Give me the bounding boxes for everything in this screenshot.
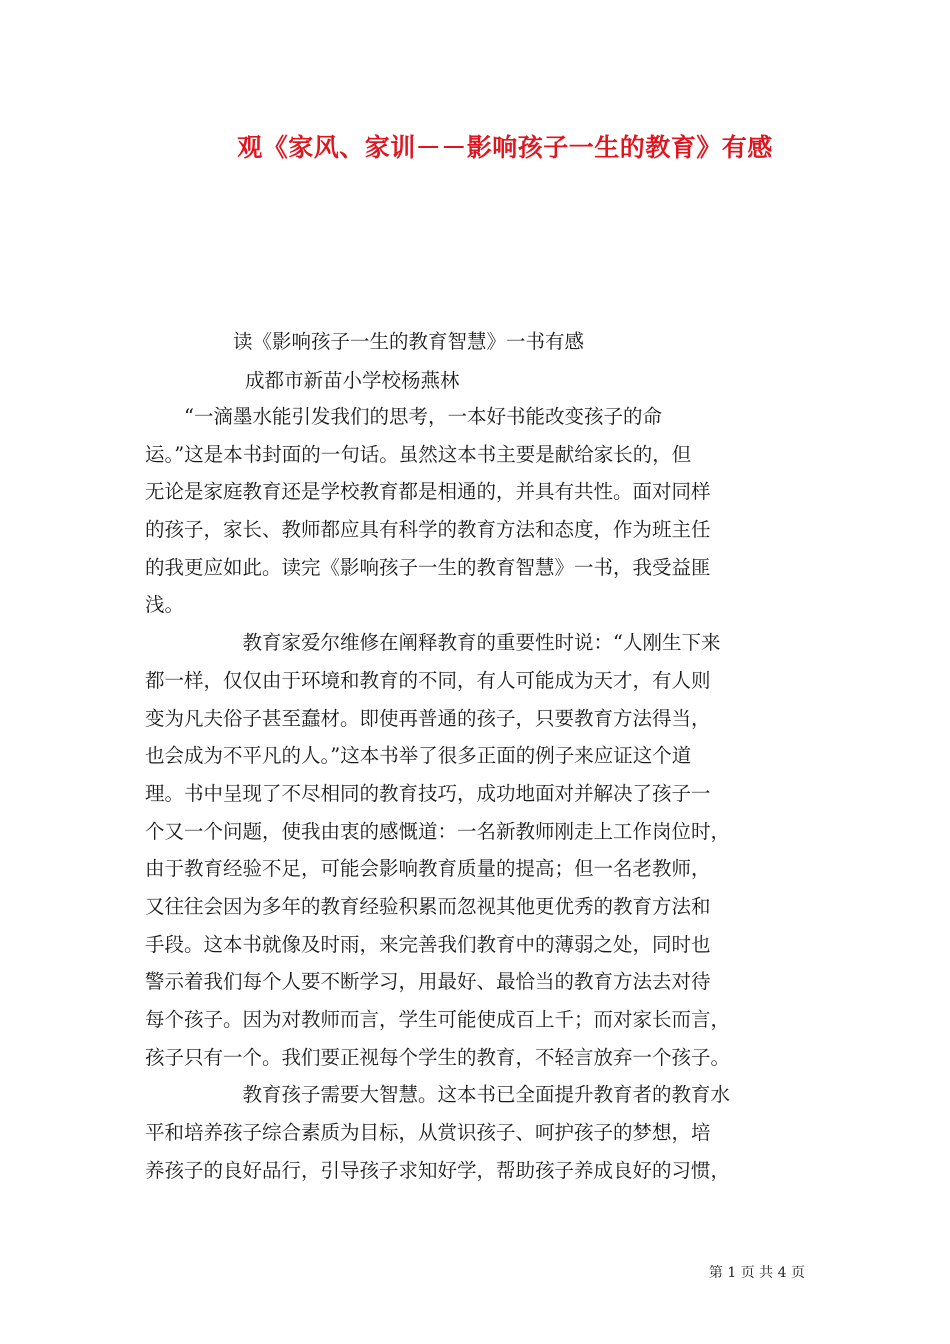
body-line: 浅。 [145, 593, 185, 617]
body-line: 变为凡夫俗子甚至蠢材。即使再普通的孩子，只要教育方法得当， [145, 706, 711, 730]
body-line: 个又一个问题，使我由衷的感慨道：一名新教师刚走上工作岗位时， [145, 819, 731, 843]
body-line: 理。书中呈现了不尽相同的教育技巧，成功地面对并解决了孩子一 [145, 781, 711, 805]
body-line: 也会成为不平凡的人。”这本书举了很多正面的例子来应证这个道 [145, 744, 692, 768]
body-line: 手段。这本书就像及时雨，来完善我们教育中的薄弱之处，同时也 [145, 932, 711, 956]
body-line: 又往往会因为多年的教育经验积累而忽视其他更优秀的教育方法和 [145, 894, 711, 918]
document-author: 成都市新苗小学校杨燕林 [245, 369, 460, 392]
body-line: 无论是家庭教育还是学校教育都是相通的，并具有共性。面对同样 [145, 480, 711, 504]
body-line: 由于教育经验不足，可能会影响教育质量的提高；但一名老教师， [145, 857, 711, 881]
body-line: 都一样，仅仅由于环境和教育的不同，有人可能成为天才，有人则 [145, 668, 711, 692]
body-line: 教育家爱尔维修在阐释教育的重要性时说：“人刚生下来 [145, 631, 721, 655]
document-title: 观《家风、家训－－影响孩子一生的教育》有感 [237, 133, 773, 162]
body-line: 教育孩子需要大智慧。这本书已全面提升教育者的教育水 [145, 1083, 731, 1107]
page-number: 第 1 页 共 4 页 [708, 1265, 805, 1281]
body-line: 的我更应如此。读完《影响孩子一生的教育智慧》一书，我受益匪 [145, 555, 711, 579]
document-subtitle: 读《影响孩子一生的教育智慧》一书有感 [233, 330, 585, 353]
body-line: “一滴墨水能引发我们的思考，一本好书能改变孩子的命 [145, 405, 662, 428]
body-line: 警示着我们每个人要不断学习，用最好、最恰当的教育方法去对待 [145, 970, 711, 994]
body-line: 孩子只有一个。我们要正视每个学生的教育，不轻言放弃一个孩子。 [145, 1045, 731, 1069]
document-body [145, 398, 805, 1189]
body-line: 每个孩子。因为对教师而言，学生可能使成百上千；而对家长而言， [145, 1008, 731, 1031]
body-line: 养孩子的良好品行，引导孩子求知好学，帮助孩子养成良好的习惯， [145, 1158, 731, 1182]
body-line: 平和培养孩子综合素质为目标，从赏识孩子、呵护孩子的梦想，培 [145, 1121, 711, 1145]
body-line: 运。”这是本书封面的一句话。虽然这本书主要是献给家长的，但 [145, 442, 692, 466]
body-line: 的孩子，家长、教师都应具有科学的教育方法和态度，作为班主任 [145, 518, 711, 542]
